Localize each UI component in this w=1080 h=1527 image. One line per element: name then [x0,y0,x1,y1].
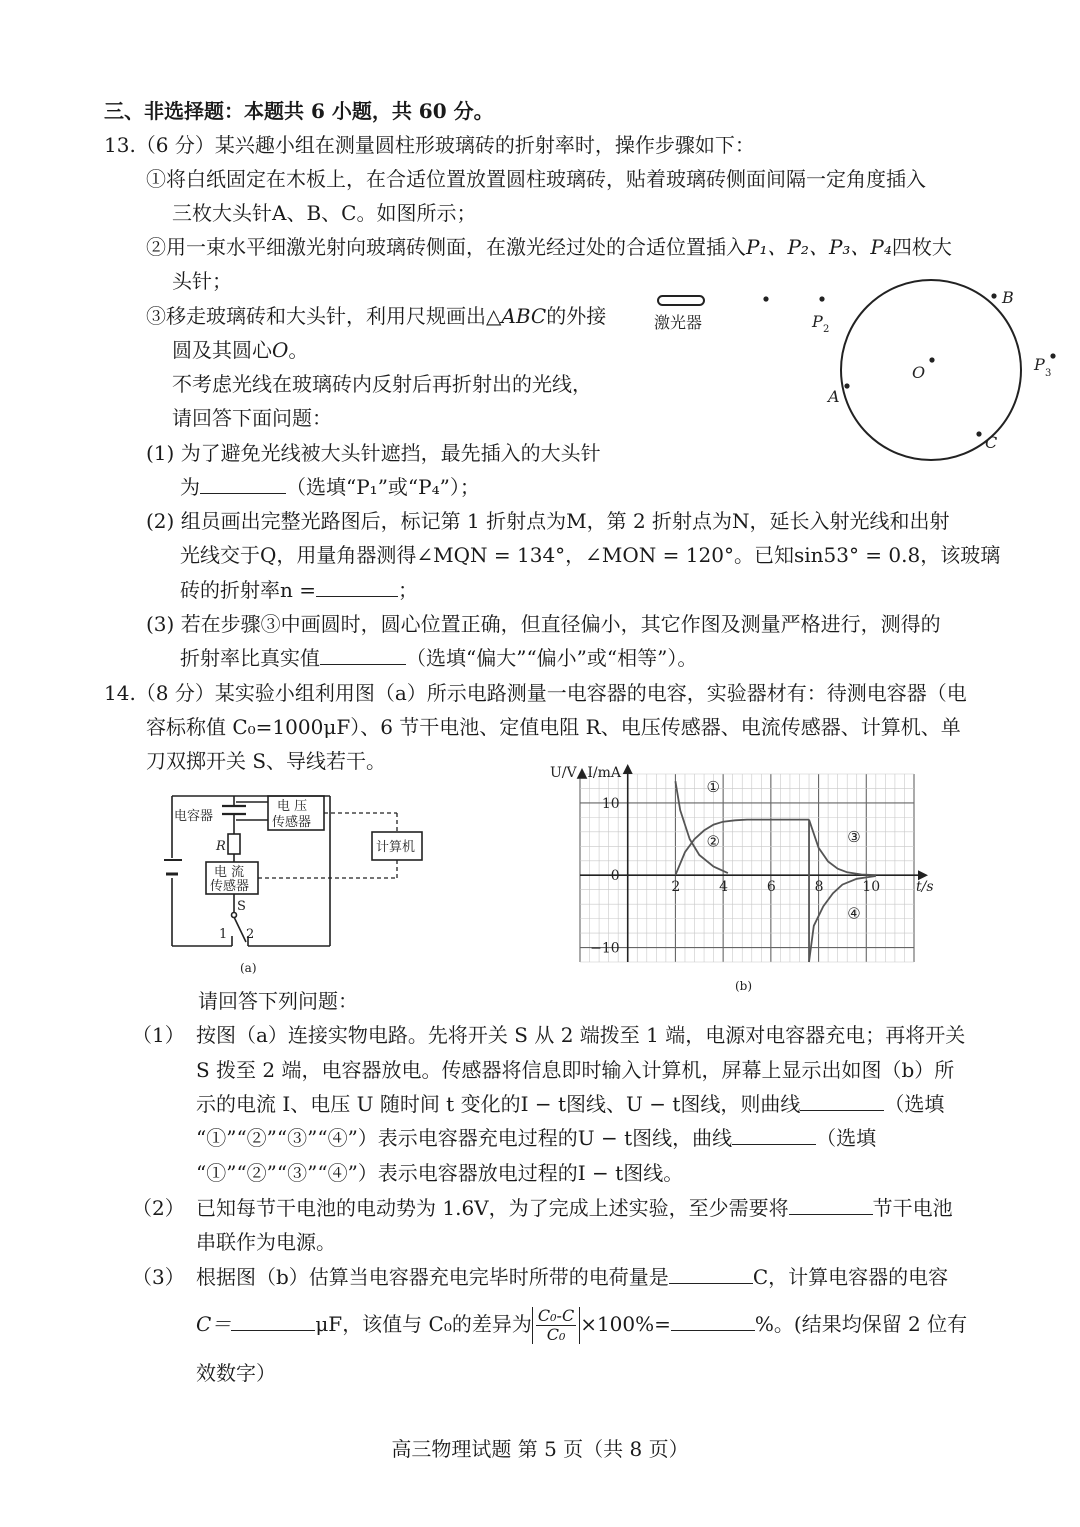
x-tick-label: 10 [862,879,881,896]
resistor [228,834,240,854]
current-sensor-label-top: 电 流 [214,865,245,880]
graph-caption: (b) [735,979,753,993]
curve-label-3: ③ [847,827,861,846]
q13-pins: P₁、P₂、P₃、P₄ [746,235,892,259]
q14-p1d-post: （选填 [816,1126,877,1150]
x-tick-label: 6 [766,879,776,896]
q14-part1-line2: S 拨至 2 端，电容器放电。传感器将信息即时输入计算机，屏幕上显示出如图（b）所 [196,1058,955,1082]
q14-p1-blank1[interactable] [800,1092,884,1111]
q13-p1-answer-blank[interactable] [200,475,286,494]
switch-blade [234,917,246,942]
pin-p1 [763,296,768,301]
q13-step1-line1: ①将白纸固定在木板上，在合适位置放置圆柱玻璃砖，贴着玻璃砖侧面间隔一定角度插入 [146,167,926,191]
p3-label: P [1034,355,1045,374]
q13-step3b-text: 圆及其圆心 [172,338,272,362]
q14-p3-blank3[interactable] [671,1312,755,1331]
computer-label: 计算机 [376,840,416,855]
q14-part2-line2: 串联作为电源。 [196,1230,336,1254]
switch-label: S [237,899,246,914]
q14-p3-blank1[interactable] [669,1265,753,1284]
graph-grid [580,774,914,962]
q13-part2-line1: (2) 组员画出完整光路图后，标记第 1 折射点为M，第 2 折射点为N，延长入射光线和出射 [146,509,950,533]
page-footer: 高三物理试题 第 5 页（共 8 页） [391,1437,689,1461]
current-sensor-label-bottom: 传感器 [210,879,250,894]
curve-label-4: ④ [847,904,861,923]
terminal-1-label: 1 [219,927,228,942]
q13-part2-line2: 光线交于Q，用量角器测得∠MQN = 134°，∠MON = 120°。已知sin53° = 0.8，该玻璃 [180,543,1001,567]
fraction-denominator: C₀ [546,1325,566,1344]
q13-p2-answer-blank[interactable] [316,578,398,597]
section-title: 三、非选择题：本题共 6 小题，共 60 分。 [104,99,494,123]
q14-part3-line3: 效数字） [196,1361,276,1385]
q14-part3-number: （3） [132,1265,185,1289]
circuit-caption: (a) [240,961,257,975]
q14-prompt: 请回答下列问题： [198,989,358,1013]
graph-b [540,760,940,1000]
y-tick-label: −10 [590,940,620,957]
pin-a [844,383,849,388]
switch-pivot [232,913,237,918]
voltage-sensor-label-top: 电 压 [277,799,308,814]
y-tick-label: 10 [601,795,620,812]
q14-p1c-post: （选填 [884,1092,945,1116]
q14-part3-line1 [196,1264,948,1290]
q14-p3b-pre: C＝ [196,1312,232,1336]
pin-p2 [819,296,824,301]
q13-p3-pre: 折射率比真实值 [180,646,320,670]
terminal-2-label: 2 [246,927,255,942]
q14-part1-line4 [196,1125,876,1151]
x-tick-label: 2 [671,879,681,896]
q13-part1-line2 [180,474,480,500]
q14-p3b-post: %。(结果均保留 2 位有 [754,1312,968,1336]
q13-p1-pre: 为 [180,475,200,499]
q13-o: O [272,338,289,362]
c-label: C [985,433,998,452]
center-o [929,357,934,362]
q13-p1-post: （选填“P₁”或“P₄”）； [286,475,480,499]
circuit-diagram [164,786,434,978]
x-tick-label: 8 [814,879,824,896]
q14-p2-blank[interactable] [789,1196,873,1215]
x-tick-label: 4 [719,879,729,896]
q14-stem-line1: 14.（8 分）某实验小组利用图（a）所示电路测量一电容器的电容，实验器材有：待测电容器（电 [104,681,967,705]
q13-abc: ABC [501,304,547,328]
q13-step3-text: ③移走玻璃砖和大头针，利用尺规画出△ [146,304,502,328]
curve-1 [675,781,728,873]
b-label: B [1002,288,1014,307]
curve-label-1: ① [706,778,720,797]
q14-part1-line5: “①”“②”“③”“④”）表示电容器放电过程的I − t图线。 [196,1161,684,1185]
capacitor-label: 电容器 [174,809,214,824]
q13-part3-line2 [180,645,697,671]
q13-step2-end: 四枚大 [891,235,952,259]
q13-step2-line1 [146,234,952,260]
q14-p2-pre: 已知每节干电池的电动势为 1.6V，为了完成上述实验，至少需要将 [196,1196,789,1220]
q14-part2-number: （2） [132,1196,185,1220]
o-label: O [912,363,926,382]
pin-c [976,431,981,436]
graph-x-label: t/s [916,879,934,895]
voltage-sensor-label-bottom: 传感器 [272,815,312,830]
q14-part3-line2 [196,1306,967,1344]
q14-p1d-pre: “①”“②”“③”“④”）表示电容器充电过程的U − t图线，曲线 [196,1126,733,1150]
q13-note1: 不考虑光线在玻璃砖内反射后再折射出的光线， [172,372,592,396]
q14-p3b-mid2: ×100%= [580,1312,671,1336]
difference-fraction [532,1307,580,1344]
q13-step2-line2: 头针； [172,269,232,293]
q14-part2-line1 [196,1195,953,1221]
pin-b [991,293,996,298]
q14-p3-pre: 根据图（b）估算当电容器充电完毕时所带的电荷量是 [196,1265,669,1289]
fraction-numerator: C₀-C [537,1306,575,1325]
q14-part1-line1: 按图（a）连接实物电路。先将开关 S 从 2 端拨至 1 端，电源对电容器充电；再将开关 [196,1023,966,1047]
p3-sub: 3 [1045,368,1052,379]
q14-p1c-pre: 示的电流 I、电压 U 随时间 t 变化的I − t图线、U − t图线，则曲线 [196,1092,801,1116]
q14-p1-blank2[interactable] [732,1126,816,1145]
q14-stem-line2: 容标称值 C₀=1000μF）、6 节干电池、定值电阻 R、电压传感器、电流传感器、计算机、单 [146,715,961,739]
graph-curves [675,781,875,962]
q14-p3b-mid: μF，该值与 C₀的差异为 [315,1312,532,1336]
laser-icon [658,296,704,305]
q13-p2-pre: 砖的折射率n = [180,578,316,602]
q13-step2-text: ②用一束水平细激光射向玻璃砖侧面，在激光经过处的合适位置插入 [146,235,746,259]
q14-part1-number: （1） [132,1023,185,1047]
q13-note2: 请回答下面问题： [172,406,332,430]
q14-p3-post: C，计算电容器的电容 [752,1265,949,1289]
q14-p2-post: 节干电池 [872,1196,953,1220]
y-axis-arrow [623,764,633,774]
q13-part3-line1: (3) 若在步骤③中画圆时，圆心位置正确，但直径偏小，其它作图及测量严格进行，测得的 [146,612,941,636]
pin-p3 [1050,353,1055,358]
q13-step3-end: 的外接 [546,304,607,328]
q13-step1-line2: 三枚大头针A、B、C。如图所示； [172,201,477,225]
q14-stem-line3: 刀双掷开关 S、导线若干。 [146,749,387,773]
graph-y-label: U/V▲I/mA [550,765,622,781]
resistor-label: R [216,839,226,854]
q13-stem: 13.（6 分）某兴趣小组在测量圆柱形玻璃砖的折射率时，操作步骤如下： [104,133,755,157]
q13-p2-post: ； [398,578,418,602]
curve-label-2: ② [706,832,720,851]
q13-p3-answer-blank[interactable] [320,646,406,665]
y-tick-label: 0 [610,868,620,885]
q14-part1-line3 [196,1091,944,1117]
q13-part2-line3 [180,577,418,603]
q13-step3-line1 [146,303,606,329]
q13-p3-post: （选填“偏大”“偏小”或“相等”）。 [406,646,698,670]
a-label: A [828,387,840,406]
q13-part1-line1: (1) 为了避免光线被大头针遮挡，最先插入的大头针 [146,441,601,465]
laser-label: 激光器 [654,313,703,332]
q13-figure [650,260,1070,470]
p2-label: P [812,312,823,331]
q13-step3-line2 [172,337,308,363]
q13-step3b-end: 。 [288,338,309,362]
q14-p3-blank2[interactable] [231,1312,315,1331]
p2-sub: 2 [823,324,830,335]
